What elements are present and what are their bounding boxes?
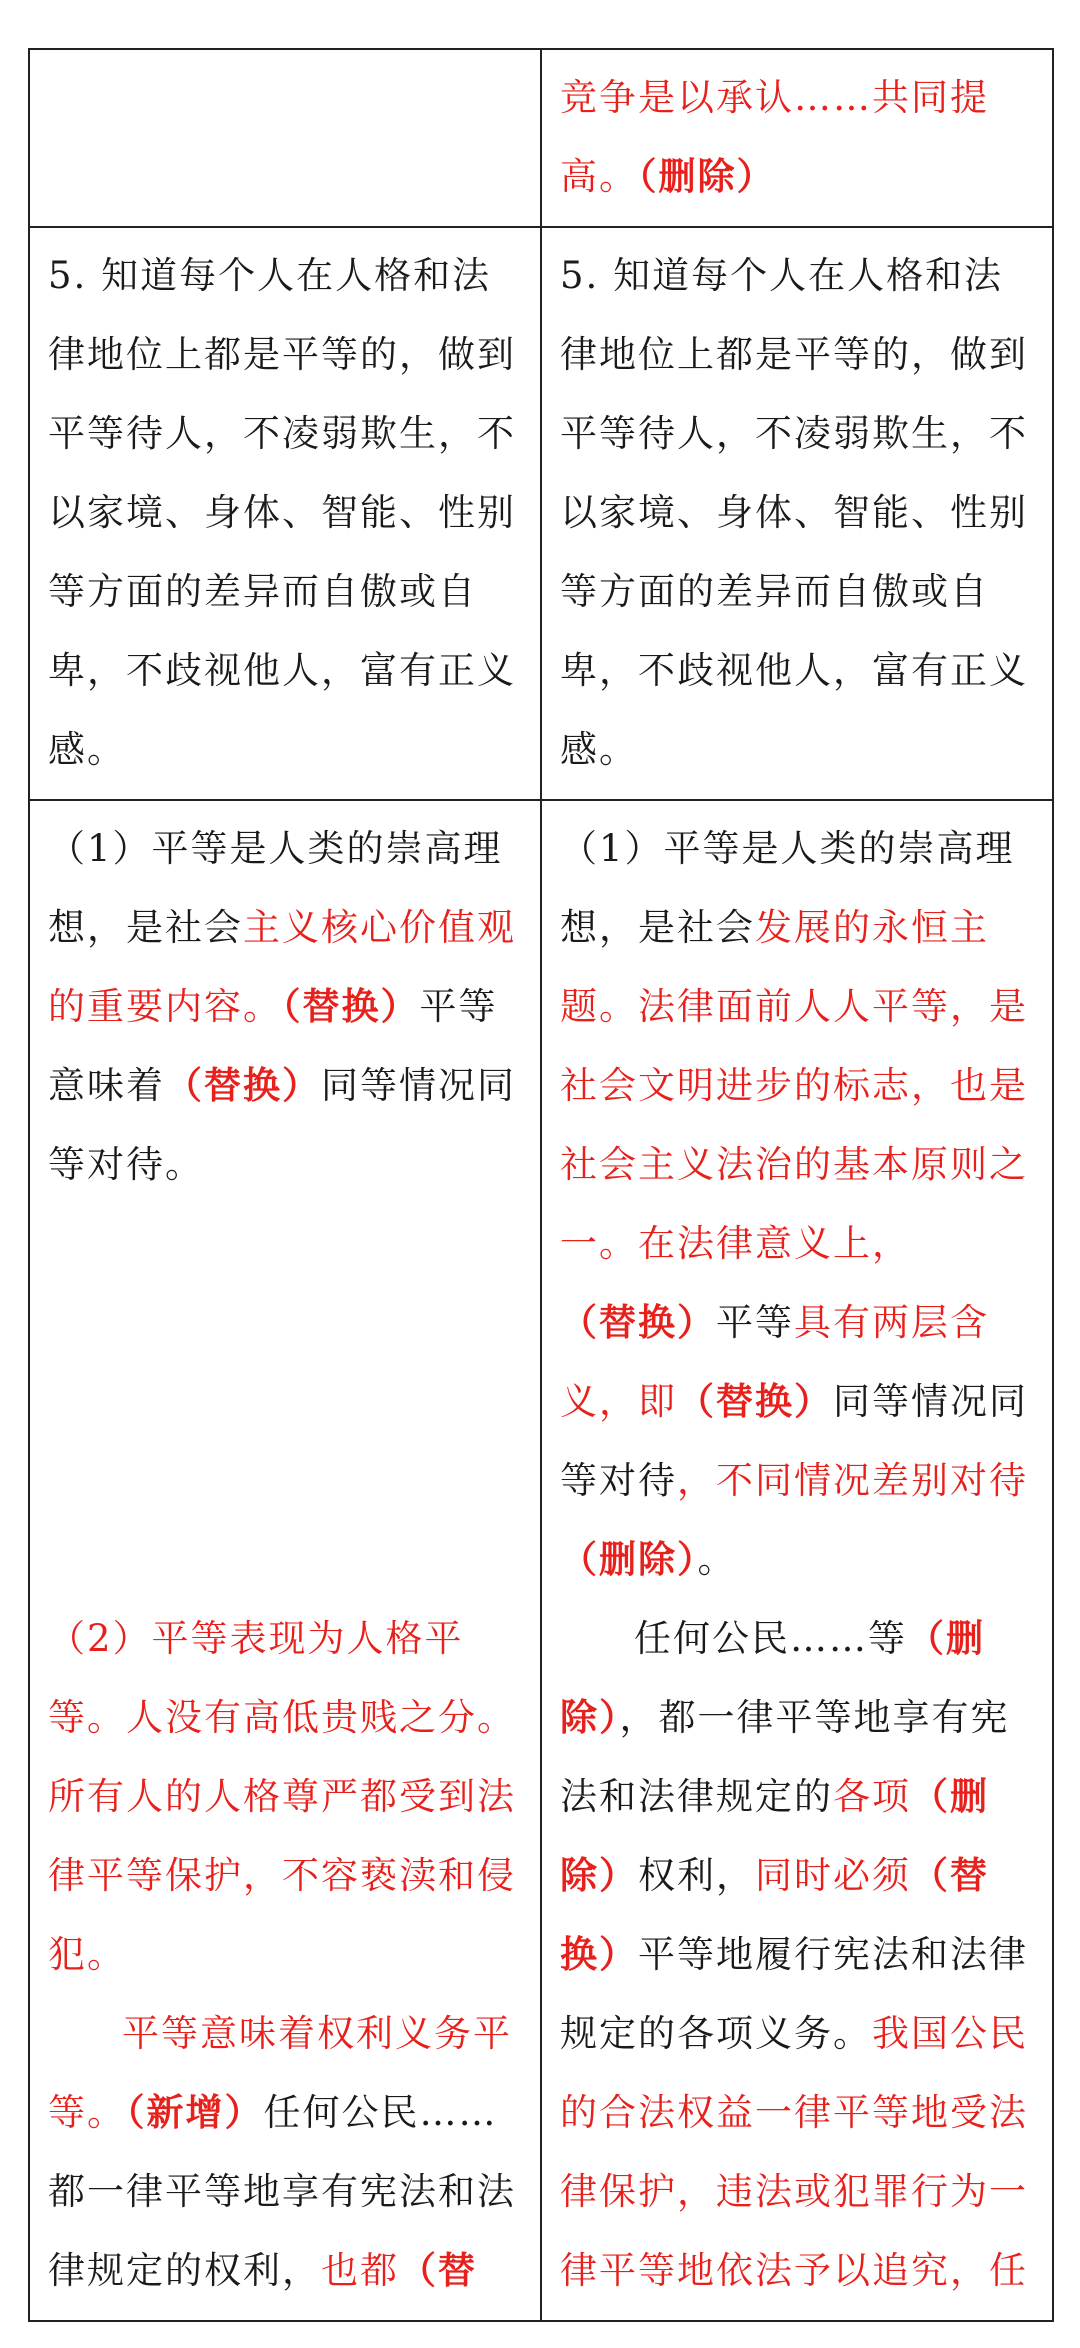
comparison-table bbox=[28, 48, 1054, 2322]
right-p1-period: 。 bbox=[697, 1538, 737, 1581]
delete-tag: （删除） bbox=[560, 1774, 989, 1897]
left-para-3 bbox=[48, 1994, 522, 2310]
replace-tag: （替换） bbox=[560, 1300, 716, 1344]
table-row-2 bbox=[29, 227, 1053, 800]
left-p1-replaced-text: 主义核心价值观的重要内容。 bbox=[48, 906, 516, 1028]
row1-right-cell bbox=[541, 49, 1053, 227]
replace-tag-partial: （替 bbox=[399, 2248, 477, 2292]
left-p3-text: 任何公民……都一律平等地享有宪法和法律规定的权利， bbox=[48, 2091, 516, 2292]
table-row-3 bbox=[29, 800, 1053, 2321]
row3-left-cell bbox=[29, 800, 541, 2321]
right-p2-deleted-text: 各项 bbox=[833, 1775, 911, 1818]
right-para-2 bbox=[560, 1599, 1034, 2310]
row3-right-cell bbox=[541, 800, 1053, 2321]
left-para-1 bbox=[48, 809, 522, 1599]
replace-tag: （替换） bbox=[282, 984, 420, 1028]
right-p2-text-3: 权利， bbox=[638, 1854, 755, 1897]
right-p1-new-text-2: 具有两层含义，即 bbox=[560, 1301, 989, 1423]
delete-tag: （删除） bbox=[560, 1537, 698, 1581]
right-item-5: 5. 知道每个人在人格和法律地位上都是平等的，做到平等待人，不凌弱欺生，不以家境、身体、智能、性别等方面的差异而自傲或自卑，不歧视他人，富有正义感。 bbox=[560, 254, 1028, 771]
right-p1-text-1: （1）平等是人类的崇高理想，是社会 bbox=[560, 827, 1015, 949]
add-tag: （新增） bbox=[126, 2090, 264, 2134]
comparison-document bbox=[28, 48, 1052, 2322]
left-item-5: 5. 知道每个人在人格和法律地位上都是平等的，做到平等待人，不凌弱欺生，不以家境、身体、智能、性别等方面的差异而自傲或自卑，不歧视他人，富有正义感。 bbox=[48, 254, 516, 771]
replace-tag: （替换） bbox=[165, 1063, 321, 1107]
right-p2-text-1: 任何公民……等 bbox=[634, 1617, 907, 1660]
replace-tag: （替换） bbox=[677, 1379, 833, 1423]
right-p1-text-2: 平等 bbox=[716, 1301, 794, 1344]
row1-left-cell bbox=[29, 49, 541, 227]
table-row-1 bbox=[29, 49, 1053, 227]
row2-left-cell bbox=[29, 227, 541, 800]
replace-tag: （替换） bbox=[560, 1853, 989, 1976]
delete-tag: （删除） bbox=[560, 1616, 985, 1739]
left-p1-text-3: 同等情况同等对待。 bbox=[48, 1064, 516, 1186]
right-p2-text-4: 平等地履行宪法和法律规定的各项义务。 bbox=[560, 1933, 1028, 2055]
left-para-2: （2）平等表现为人格平等。人没有高低贵贱之分。所有人的人格尊严都受到法律平等保护，不容亵渎和侵犯。 bbox=[48, 1617, 516, 1976]
right-p1-deleted-text: ，不同情况差别对待 bbox=[677, 1459, 1028, 1502]
right-para-1 bbox=[560, 809, 1034, 1599]
added-text: 平等意味着权利义务平等。 bbox=[48, 2012, 512, 2134]
delete-tag: （删除） bbox=[638, 154, 776, 198]
row2-right-cell bbox=[541, 227, 1053, 800]
right-p1-text-3: 同等情况同等对待 bbox=[560, 1380, 1028, 1502]
left-p1-text-2: 平等意味着 bbox=[48, 985, 498, 1107]
right-p2-text-2: ，都一律平等地享有宪法和法律规定的 bbox=[560, 1696, 1010, 1818]
left-p1-text-1: （1）平等是人类的崇高理想，是社会 bbox=[48, 827, 503, 949]
right-p2-new-text: 同时必须 bbox=[755, 1854, 911, 1897]
right-p1-new-text: 发展的永恒主题。法律面前人人平等，是社会文明进步的标志，也是社会主义法治的基本原则之一。在法律意义上， bbox=[560, 906, 1028, 1265]
right-p2-new-text-2: 我国公民的合法权益一律平等地受法律保护，违法或犯罪行为一律平等地依法予以追究，任 bbox=[560, 2012, 1028, 2292]
deleted-text: 竞争是以承认……共同提高。 bbox=[560, 76, 989, 198]
left-p3-replaced-text: 也都 bbox=[321, 2249, 399, 2292]
